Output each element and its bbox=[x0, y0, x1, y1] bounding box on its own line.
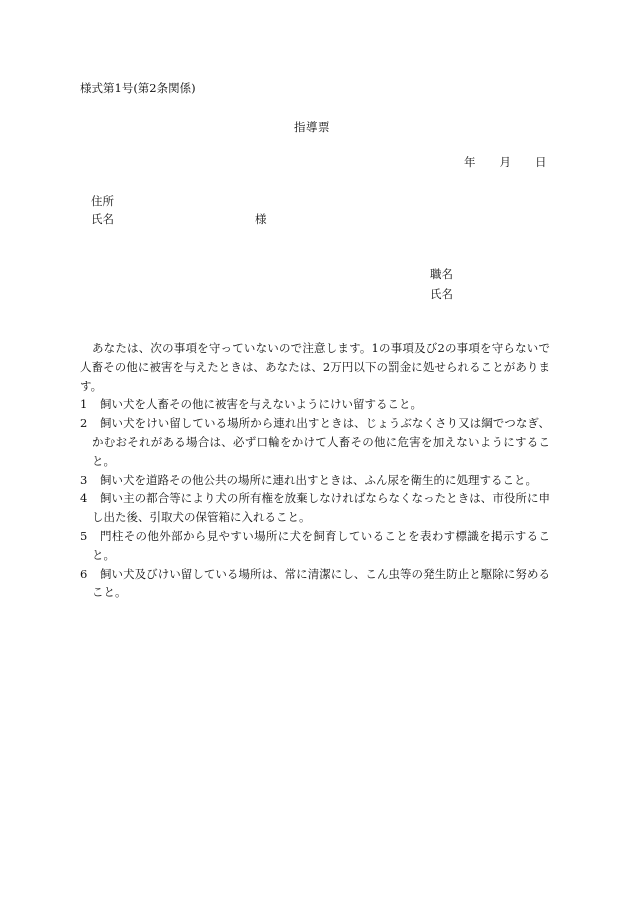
officer-position-label: 職名 bbox=[430, 267, 453, 281]
date-month-label: 月 bbox=[499, 155, 511, 169]
item-number: 4 bbox=[80, 491, 88, 506]
item-number: 1 bbox=[80, 397, 88, 412]
item-text: 門柱その他外部から見やすい場所に犬を飼育していることを表わす標識を掲示すること。 bbox=[92, 528, 550, 562]
list-item bbox=[80, 565, 550, 603]
item-number: 3 bbox=[80, 472, 88, 487]
item-number: 2 bbox=[80, 416, 88, 431]
officer-name-label: 氏名 bbox=[430, 287, 453, 301]
notice-body bbox=[80, 339, 550, 602]
list-item bbox=[80, 471, 550, 490]
intro-paragraph: あなたは、次の事項を守っていないので注意します。1の事項及び2の事項を守らないで人畜その他に被害を与えたときは、あなたは、2万円以下の罰金に処せられることがあります。 bbox=[80, 341, 550, 393]
form-reference: 様式第1号(第2条関係) bbox=[80, 81, 196, 95]
item-text: 飼い主の都合等により犬の所有権を放棄しなければならなくなったときは、市役所に申し出た後、引取犬の保管箱に入れること。 bbox=[92, 491, 550, 525]
date-row bbox=[464, 155, 547, 169]
item-text: 飼い犬を人畜その他に被害を与えないようにけい留すること。 bbox=[100, 397, 422, 412]
item-number: 6 bbox=[80, 566, 88, 581]
date-year-label: 年 bbox=[464, 155, 476, 169]
date-day-label: 日 bbox=[535, 155, 547, 169]
list-item bbox=[80, 395, 550, 414]
item-text: 飼い犬をけい留している場所から連れ出すときは、じょうぶなくさり又は綱でつなぎ、かむおそれがある場合は、必ず口輪をかけて人畜その他に危害を加えないようにすること。 bbox=[92, 416, 550, 468]
document-title: 指導票 bbox=[294, 120, 330, 134]
item-number: 5 bbox=[80, 528, 88, 543]
list-item bbox=[80, 414, 550, 470]
item-text: 飼い犬を道路その他公共の場所に連れ出すときは、ふん尿を衛生的に処理すること。 bbox=[100, 472, 537, 487]
list-item bbox=[80, 489, 550, 527]
recipient-honorific: 様 bbox=[255, 212, 267, 226]
recipient-address-label: 住所 bbox=[91, 194, 114, 208]
item-text: 飼い犬及びけい留している場所は、常に清潔にし、こん虫等の発生防止と駆除に努めること。 bbox=[92, 566, 550, 600]
list-item bbox=[80, 527, 550, 565]
recipient-name-label: 氏名 bbox=[91, 212, 114, 226]
